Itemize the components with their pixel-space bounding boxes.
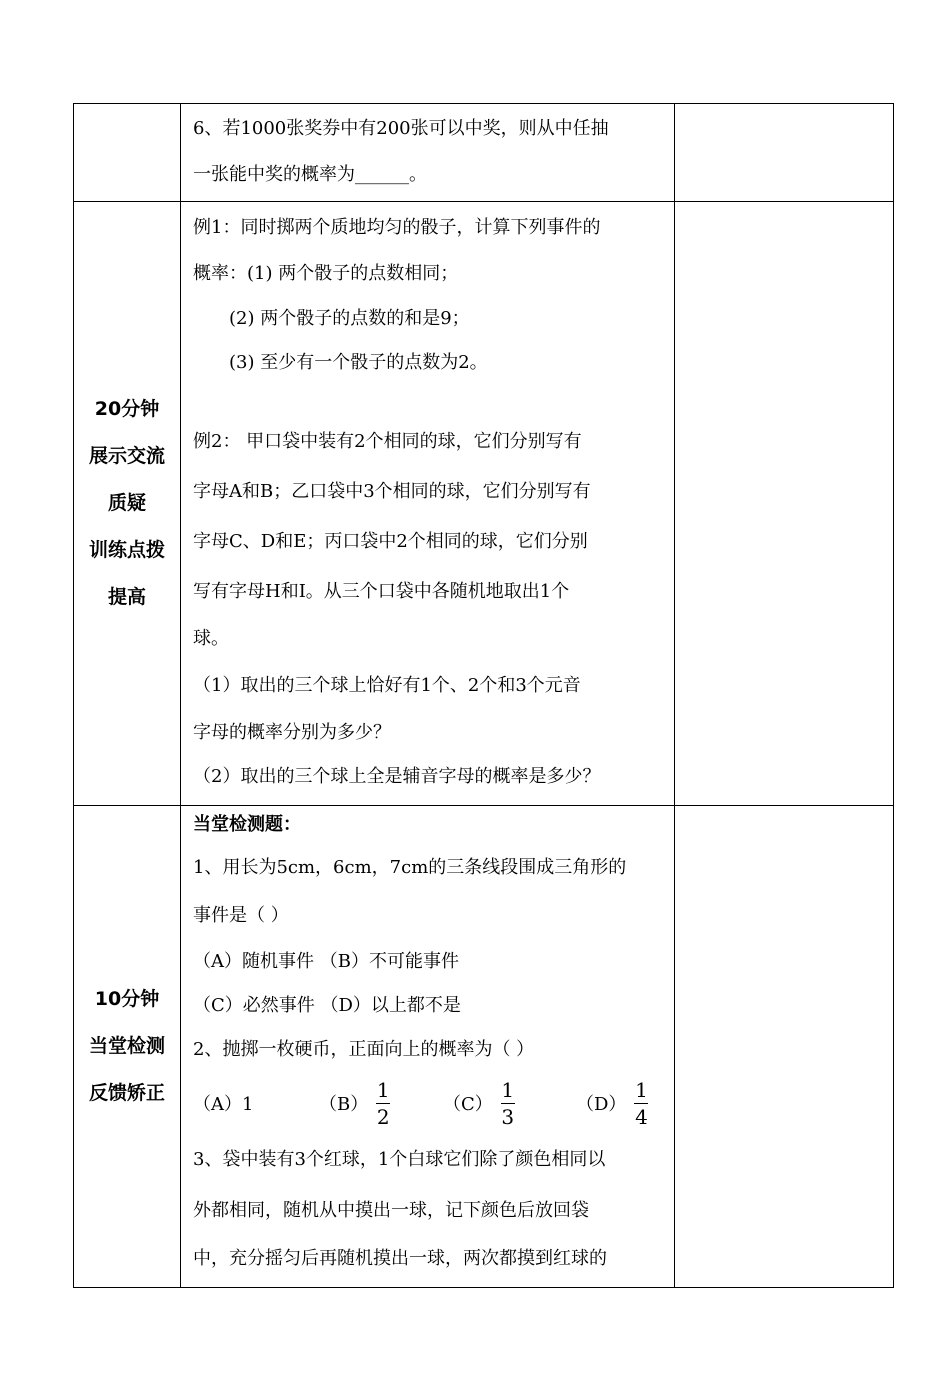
stage-line: 展示交流 — [88, 445, 165, 467]
q2-option-c — [443, 1079, 576, 1128]
q2-option-a — [193, 1090, 319, 1116]
numerator: 1 — [635, 1077, 648, 1102]
example2-line: （1）取出的三个球上恰好有1个、2个和3个元音 — [193, 675, 581, 696]
row-examples — [74, 202, 894, 806]
example2-line: 写有字母H和I。从三个口袋中各随机地取出1个 — [193, 581, 570, 602]
stage-line: 质疑 — [107, 492, 146, 514]
option-label: （C） — [443, 1094, 493, 1115]
option-label: （B） — [319, 1094, 369, 1115]
row-quiz — [74, 806, 894, 1288]
q1-line: 1、用长为5cm，6cm，7cm的三条线段围成三角形的 — [193, 857, 627, 878]
example2-line: 字母的概率分别为多少？ — [193, 722, 391, 743]
example2-line: 字母C、D和E；丙口袋中2个相同的球，它们分别 — [193, 531, 588, 552]
example2-line: 字母A和B；乙口袋中3个相同的球，它们分别写有 — [193, 481, 591, 502]
option-label: （D） — [576, 1094, 627, 1115]
denominator: 4 — [635, 1104, 648, 1129]
example1-line: (2) 两个骰子的点数的和是9； — [229, 308, 470, 329]
row3-content — [181, 806, 675, 1288]
option-label: （A）1 — [193, 1094, 254, 1115]
example2-line: 球。 — [193, 628, 229, 649]
text-line: 6、若1000张奖券中有200张可以中奖，则从中任抽 — [193, 118, 609, 139]
row1-content — [181, 104, 675, 202]
spacer — [193, 385, 674, 416]
row2-stage-label — [74, 202, 181, 806]
example2-line: 例2： 甲口袋中装有2个相同的球，它们分别写有 — [193, 431, 582, 452]
q1-options: （C）必然事件 （D）以上都不是 — [193, 995, 461, 1016]
fraction — [501, 1079, 515, 1128]
q2-options — [193, 1072, 674, 1134]
text-line: 一张能中奖的概率为______。 — [193, 164, 427, 185]
numerator: 1 — [376, 1077, 390, 1102]
q3-line: 3、袋中装有3个红球，1个白球它们除了颜色相同以 — [193, 1149, 606, 1170]
stage-line: 当堂检测 — [88, 1035, 165, 1057]
fraction — [376, 1079, 390, 1128]
row1-notes-cell — [675, 104, 894, 202]
example1-line: 例1：同时掷两个质地均匀的骰子，计算下列事件的 — [193, 217, 601, 238]
example2-line: （2）取出的三个球上全是辅音字母的概率是多少？ — [193, 766, 601, 787]
denominator: 3 — [501, 1104, 515, 1129]
stage-line: 提高 — [107, 586, 146, 608]
row2-content — [181, 202, 675, 806]
example1-line: (3) 至少有一个骰子的点数为2。 — [229, 352, 488, 373]
stage-line: 10分钟 — [94, 988, 160, 1010]
q3-line: 中，充分摇匀后再随机摸出一球，两次都摸到红球的 — [193, 1248, 607, 1269]
stage-line: 训练点拨 — [88, 539, 165, 561]
q1-options: （A）随机事件 （B）不可能事件 — [193, 951, 459, 972]
row2-notes-cell — [675, 202, 894, 806]
example1-line: 概率：(1) 两个骰子的点数相同； — [193, 263, 459, 284]
q3-line: 外都相同，随机从中摸出一球，记下颜色后放回袋 — [193, 1200, 589, 1221]
row3-stage-label — [74, 806, 181, 1288]
quiz-heading: 当堂检测题： — [193, 814, 301, 835]
fraction — [634, 1079, 648, 1128]
denominator: 2 — [376, 1104, 390, 1129]
q2-option-b — [319, 1079, 443, 1128]
lesson-table — [73, 103, 894, 1288]
row-exercise — [74, 104, 894, 202]
q1-line: 事件是（ ） — [193, 905, 289, 926]
stage-line: 20分钟 — [94, 398, 160, 420]
numerator: 1 — [501, 1077, 515, 1102]
row3-notes-cell — [675, 806, 894, 1288]
q2-option-d — [576, 1079, 648, 1128]
q2-line: 2、抛掷一枚硬币，正面向上的概率为（ ） — [193, 1039, 535, 1060]
row1-left-cell — [74, 104, 181, 202]
stage-line: 反馈矫正 — [88, 1082, 165, 1104]
